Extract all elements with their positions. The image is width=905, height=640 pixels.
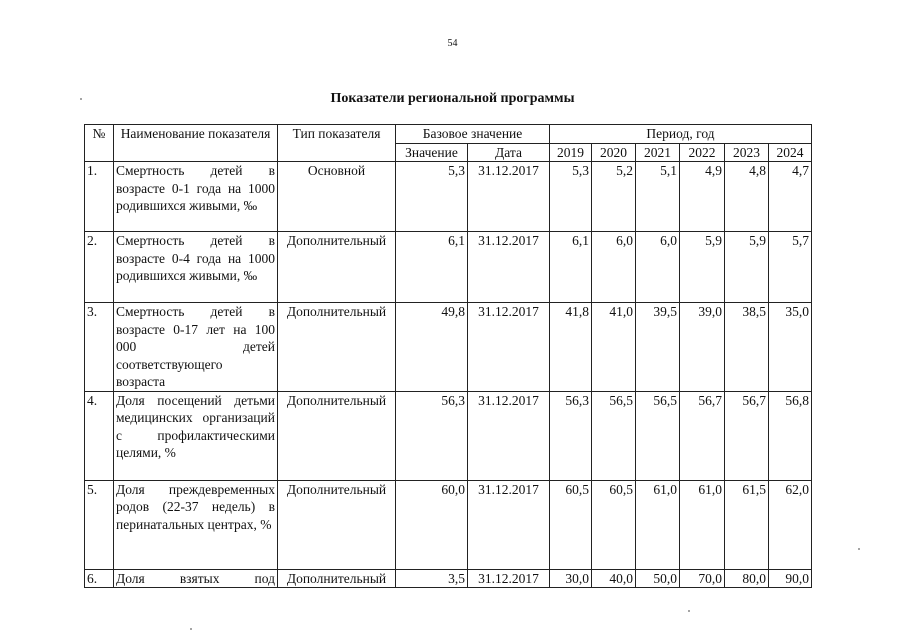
row-year-value: 61,0 xyxy=(636,480,680,569)
row-type: Основной xyxy=(278,162,396,232)
row-year-value: 41,0 xyxy=(592,303,636,392)
row-year-value: 39,5 xyxy=(636,303,680,392)
row-year-value: 4,9 xyxy=(680,162,725,232)
row-type: Дополнительный xyxy=(278,569,396,588)
header-year: 2022 xyxy=(680,143,725,162)
header-base-value: Значение xyxy=(396,143,468,162)
row-year-value: 5,3 xyxy=(550,162,592,232)
row-base-value: 5,3 xyxy=(396,162,468,232)
header-year: 2023 xyxy=(725,143,769,162)
row-type: Дополнительный xyxy=(278,303,396,392)
row-year-value: 56,7 xyxy=(725,391,769,480)
row-year-value: 70,0 xyxy=(680,569,725,588)
row-year-value: 5,9 xyxy=(680,232,725,303)
row-year-value: 56,3 xyxy=(550,391,592,480)
row-base-date: 31.12.2017 xyxy=(468,391,550,480)
table-row xyxy=(85,569,812,588)
table-row xyxy=(85,162,812,232)
row-base-value: 6,1 xyxy=(396,232,468,303)
row-num: 4. xyxy=(85,391,114,480)
row-base-date: 31.12.2017 xyxy=(468,480,550,569)
row-year-value: 56,8 xyxy=(769,391,812,480)
row-name: Смертность детей в возрасте 0-17 лет на 100 000 детей соответствующего возраста xyxy=(114,303,278,392)
header-type: Тип показателя xyxy=(278,125,396,162)
row-name: Доля посещений детьми медицинских организаций с профилактическими целями, % xyxy=(114,391,278,480)
row-year-value: 56,5 xyxy=(592,391,636,480)
row-year-value: 61,0 xyxy=(680,480,725,569)
row-year-value: 6,0 xyxy=(592,232,636,303)
row-year-value: 39,0 xyxy=(680,303,725,392)
header-year: 2021 xyxy=(636,143,680,162)
row-name: Доля взятых под xyxy=(114,569,278,588)
indicators-table xyxy=(84,124,812,588)
row-year-value: 35,0 xyxy=(769,303,812,392)
row-name: Доля преждевременных родов (22-37 недель) в перинатальных центрах, % xyxy=(114,480,278,569)
row-year-value: 30,0 xyxy=(550,569,592,588)
row-num: 6. xyxy=(85,569,114,588)
header-year: 2019 xyxy=(550,143,592,162)
header-year: 2020 xyxy=(592,143,636,162)
header-base-date: Дата xyxy=(468,143,550,162)
row-year-value: 50,0 xyxy=(636,569,680,588)
row-year-value: 90,0 xyxy=(769,569,812,588)
row-year-value: 38,5 xyxy=(725,303,769,392)
table-row xyxy=(85,303,812,392)
table-row xyxy=(85,232,812,303)
row-base-value: 60,0 xyxy=(396,480,468,569)
header-year: 2024 xyxy=(769,143,812,162)
row-type: Дополнительный xyxy=(278,391,396,480)
row-base-value: 3,5 xyxy=(396,569,468,588)
row-year-value: 4,7 xyxy=(769,162,812,232)
row-base-date: 31.12.2017 xyxy=(468,162,550,232)
table-row xyxy=(85,391,812,480)
row-num: 5. xyxy=(85,480,114,569)
row-year-value: 5,7 xyxy=(769,232,812,303)
row-year-value: 40,0 xyxy=(592,569,636,588)
document-title: Показатели региональной программы xyxy=(330,91,575,106)
row-base-date: 31.12.2017 xyxy=(468,232,550,303)
row-year-value: 6,1 xyxy=(550,232,592,303)
row-base-value: 56,3 xyxy=(396,391,468,480)
row-year-value: 80,0 xyxy=(725,569,769,588)
table-header xyxy=(85,125,812,162)
row-year-value: 61,5 xyxy=(725,480,769,569)
row-name: Смертность детей в возрасте 0-1 года на 1000 родившихся живыми, ‰ xyxy=(114,162,278,232)
row-type: Дополнительный xyxy=(278,232,396,303)
row-num: 2. xyxy=(85,232,114,303)
row-num: 1. xyxy=(85,162,114,232)
row-year-value: 56,5 xyxy=(636,391,680,480)
row-year-value: 62,0 xyxy=(769,480,812,569)
page-number: 54 xyxy=(447,38,458,49)
row-year-value: 5,2 xyxy=(592,162,636,232)
header-base: Базовое значение xyxy=(396,125,550,144)
table-row xyxy=(85,480,812,569)
row-year-value: 6,0 xyxy=(636,232,680,303)
row-year-value: 4,8 xyxy=(725,162,769,232)
row-base-date: 31.12.2017 xyxy=(468,303,550,392)
header-num: № xyxy=(85,125,114,162)
header-name: Наименование показателя xyxy=(114,125,278,162)
row-name: Смертность детей в возрасте 0-4 года на 1000 родившихся живыми, ‰ xyxy=(114,232,278,303)
row-year-value: 60,5 xyxy=(592,480,636,569)
row-year-value: 60,5 xyxy=(550,480,592,569)
row-base-date: 31.12.2017 xyxy=(468,569,550,588)
header-period: Период, год xyxy=(550,125,812,144)
row-num: 3. xyxy=(85,303,114,392)
table-body xyxy=(85,162,812,588)
row-type: Дополнительный xyxy=(278,480,396,569)
row-year-value: 56,7 xyxy=(680,391,725,480)
row-year-value: 41,8 xyxy=(550,303,592,392)
row-year-value: 5,9 xyxy=(725,232,769,303)
row-base-value: 49,8 xyxy=(396,303,468,392)
row-year-value: 5,1 xyxy=(636,162,680,232)
